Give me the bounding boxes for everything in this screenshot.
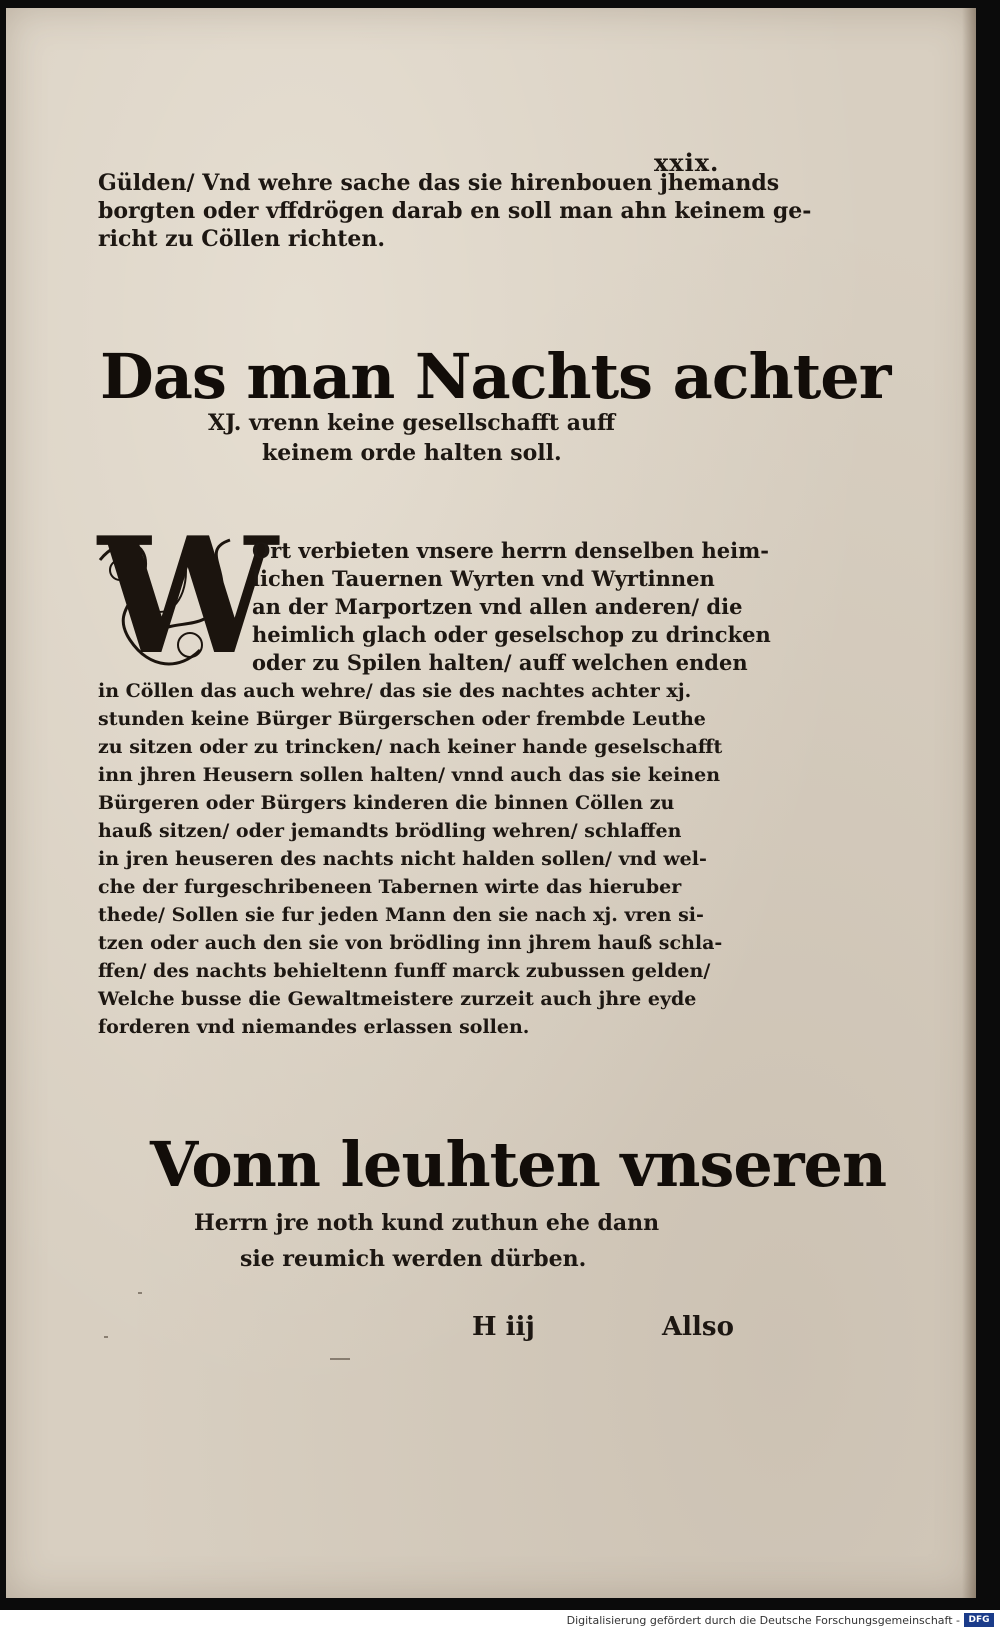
text-line: forderen vnd niemandes erlassen sollen. xyxy=(98,1016,530,1038)
text-line: tzen oder auch den sie von brödling inn jhrem hauß schla- xyxy=(98,932,723,954)
paper-speck xyxy=(330,1358,350,1360)
folio-number: xxix. xyxy=(654,148,720,177)
text-line: hauß sitzen/ oder jemandts brödling wehren/ schlaffen xyxy=(98,820,682,842)
text-line: in Cöllen das auch wehre/ das sie des nachtes achter xj. xyxy=(98,680,692,702)
text-line: in jren heuseren des nachts nicht halden sollen/ vnd wel- xyxy=(98,848,707,870)
catchword: Allso xyxy=(662,1312,734,1342)
dfg-logo: DFG xyxy=(964,1613,994,1627)
text-line: Welche busse die Gewaltmeistere zurzeit auch jhre eyde xyxy=(98,988,697,1010)
text-line: borgten oder vffdrögen darab en soll man ahn keinem ge- xyxy=(98,198,812,224)
signature-mark: H iij xyxy=(472,1312,535,1342)
text-line: richt zu Cöllen richten. xyxy=(98,226,386,252)
text-line: Ort verbieten vnsere herrn denselben heim- xyxy=(252,538,770,563)
text-line: Bürgeren oder Bürgers kinderen die binnen Cöllen zu xyxy=(98,792,675,814)
initial-letter: W xyxy=(98,502,278,690)
text-line: heimlich glach oder geselschop zu drincken xyxy=(252,622,771,647)
text-line: stunden keine Bürger Bürgerschen oder frembde Leuthe xyxy=(98,708,706,730)
text-line: lichen Tauernen Wyrten vnd Wyrtinnen xyxy=(252,566,715,591)
section-heading-2: Vonn leuhten vnseren xyxy=(150,1128,887,1201)
text-line: oder zu Spilen halten/ auff welchen enden xyxy=(252,650,748,675)
section-subheading-line: Herrn jre noth kund zuthun ehe dann xyxy=(194,1210,660,1236)
text-line: ffen/ des nachts behieltenn funff marck zubussen gelden/ xyxy=(98,960,711,982)
section-subheading-line: sie reumich werden dürben. xyxy=(240,1246,587,1272)
text-line: an der Marportzen vnd allen anderen/ die xyxy=(252,594,743,619)
text-line: zu sitzen oder zu trincken/ nach keiner hande geselschafft xyxy=(98,736,723,758)
text-line: che der furgeschribeneen Tabernen wirte das hieruber xyxy=(98,876,682,898)
text-line: Gülden/ Vnd wehre sache das sie hirenbouen jhemands xyxy=(98,170,780,196)
section-subheading-line: XJ. vrenn keine gesellschafft auff xyxy=(208,410,616,436)
paper-speck xyxy=(104,1336,108,1338)
text-line: inn jhren Heusern sollen halten/ vnnd auch das sie keinen xyxy=(98,764,721,786)
page-edge-shadow xyxy=(962,8,976,1598)
decorated-initial xyxy=(90,502,278,690)
footer-credit: Digitalisierung gefördert durch die Deutsche Forschungsgemeinschaft - xyxy=(566,1614,960,1627)
text-line: thede/ Sollen sie fur jeden Mann den sie nach xj. vren si- xyxy=(98,904,704,926)
section-subheading-line: keinem orde halten soll. xyxy=(262,440,562,466)
paper-speck xyxy=(138,1292,142,1294)
section-heading-1: Das man Nachts achter xyxy=(100,340,891,413)
